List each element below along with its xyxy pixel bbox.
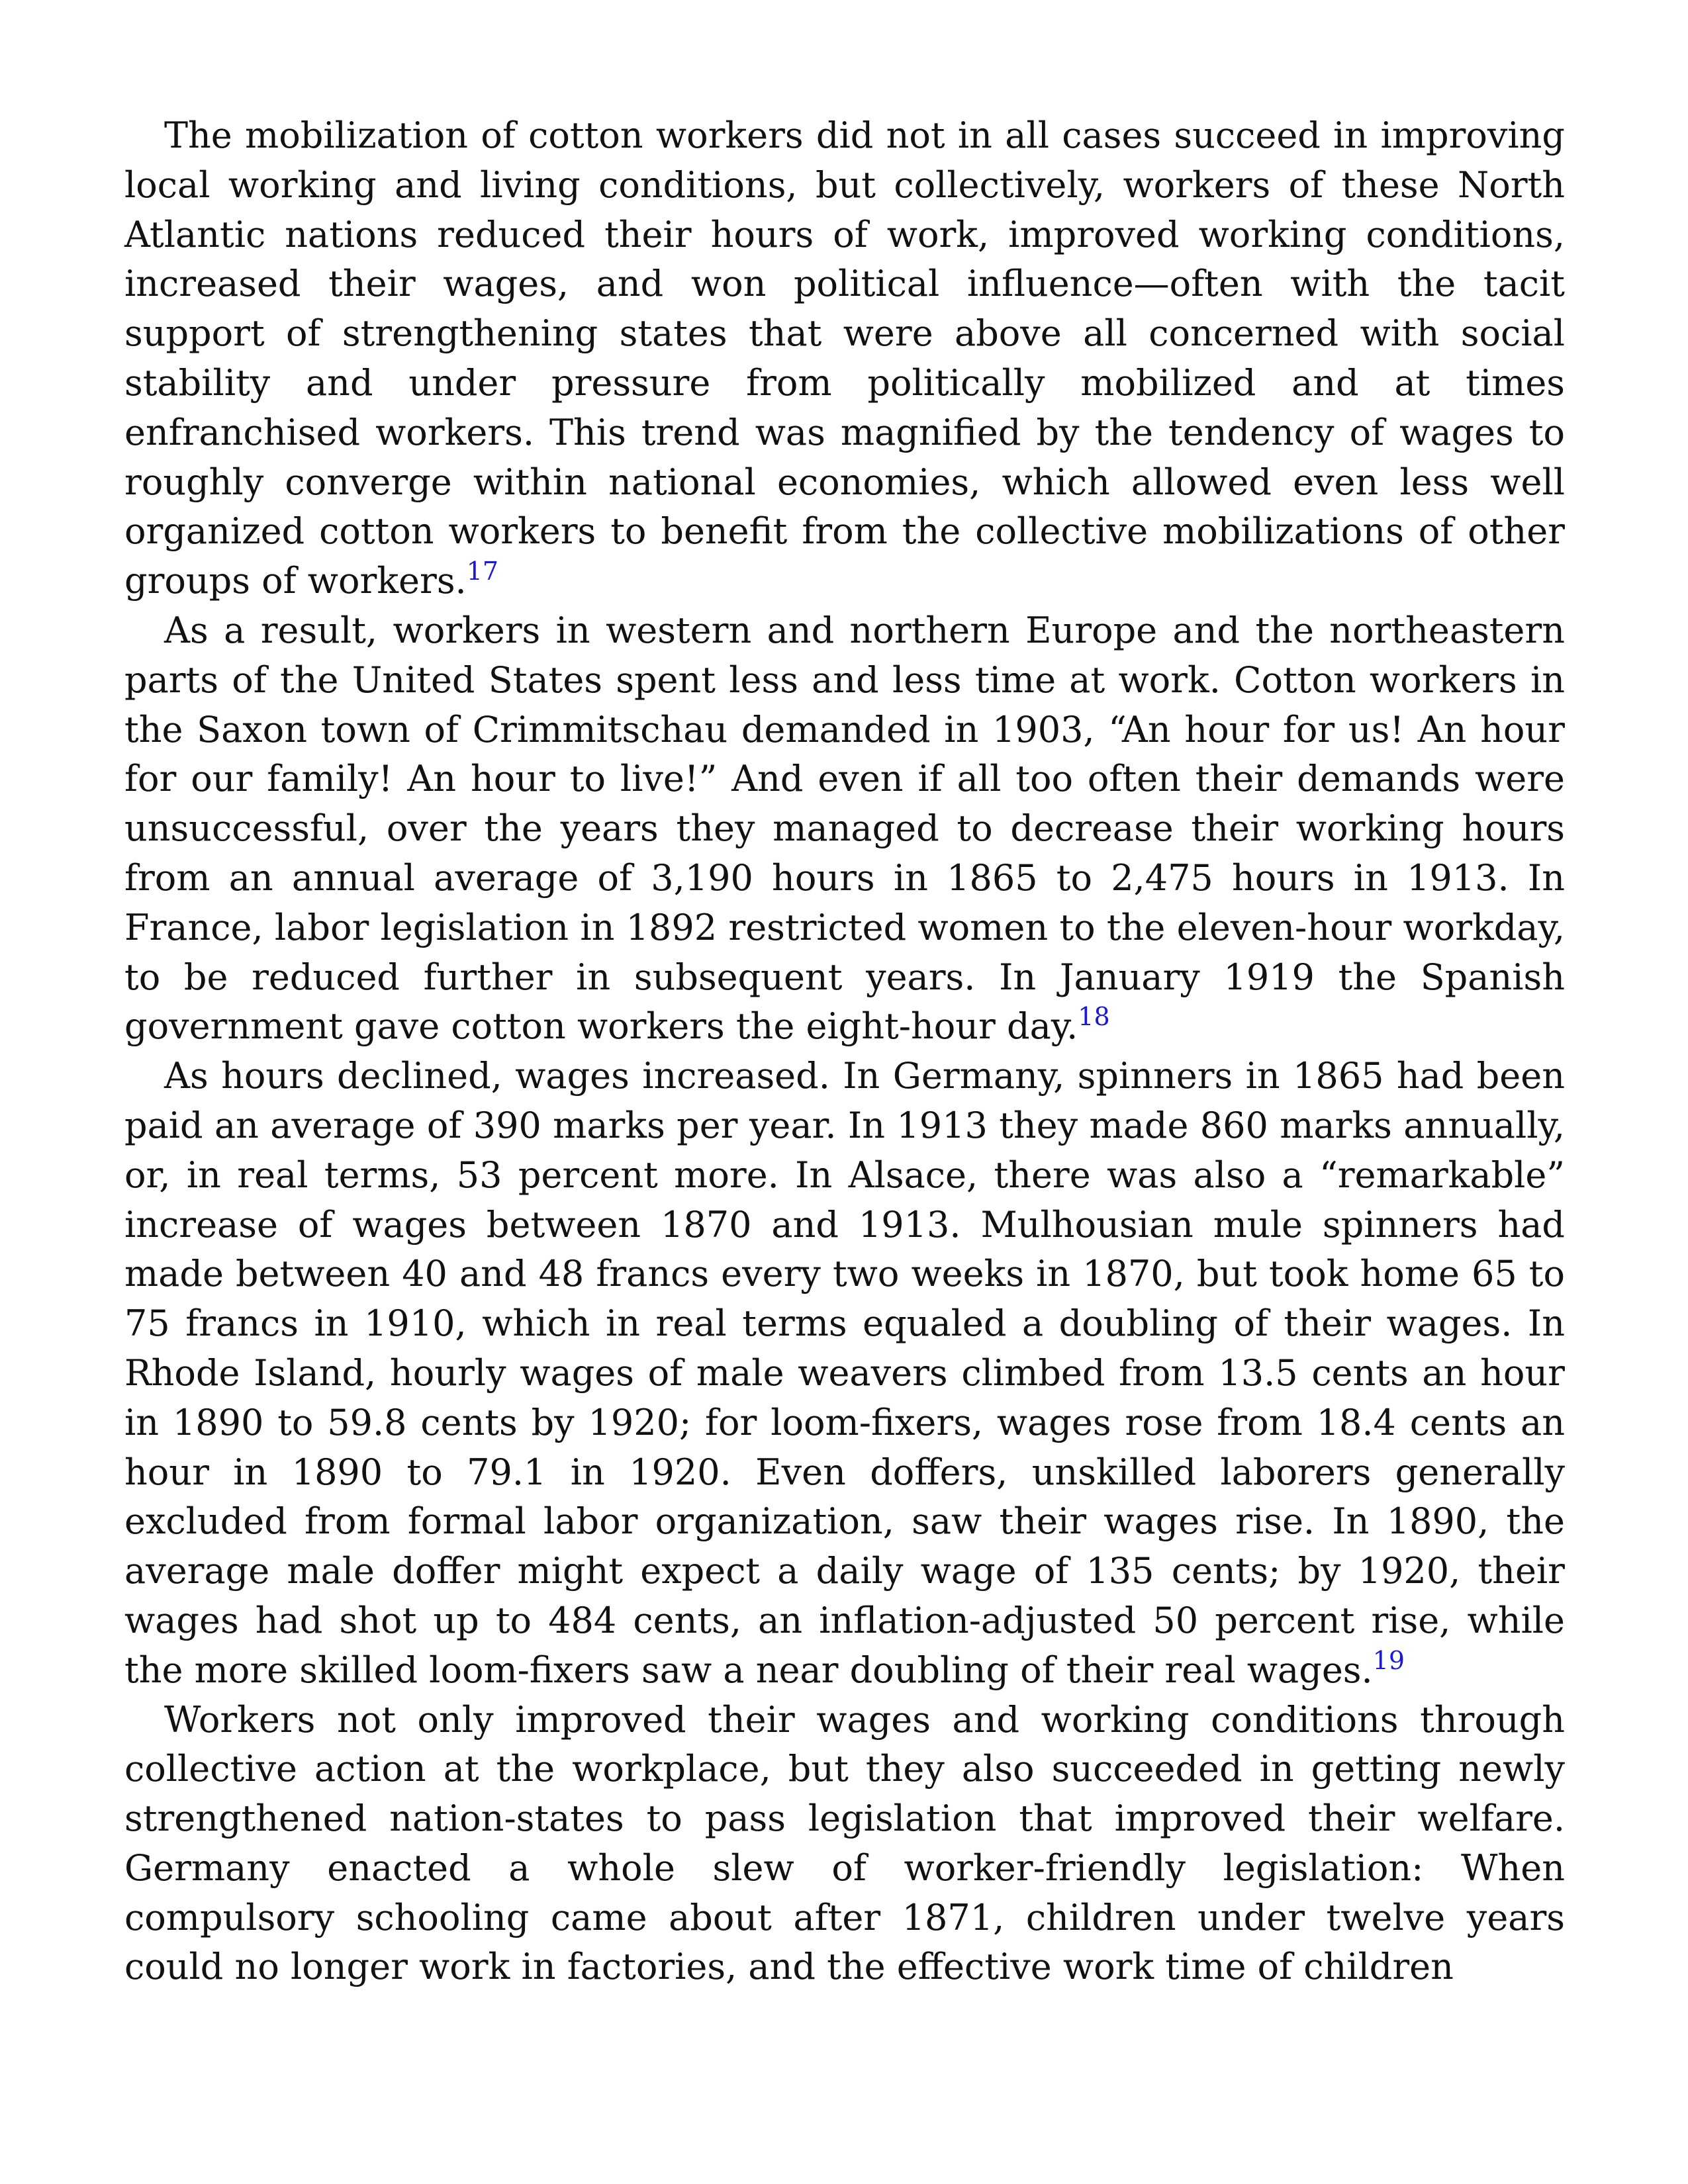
paragraph-3: [124, 1052, 1565, 1695]
footnote-17-link[interactable]: 17: [466, 557, 499, 586]
paragraph-3-text: As hours declined, wages increased. In Germany, spinners in 1865 had been paid an average of 390 marks per year. In 1913 they made 860 marks annually, or, in real terms, 53 percent more. In Alsace, there was also a “remarkable” increase of wages between 1870 and 1913. Mulhousian mule spinners had made between 40 and 48 francs every two weeks in 1870, but took home 65 to 75 francs in 1910, which in real terms equaled a doubling of their wages. In Rhode Island, hourly wages of male weavers climbed from 13.5 cents an hour in 1890 to 59.8 cents by 1920; for loom-fixers, wages rose from 18.4 cents an hour in 1890 to 79.1 in 1920. Even doffers, unskilled laborers generally excluded from formal labor organization, saw their wages rise. In 1890, the average male doffer might expect a daily wage of 135 cents; by 1920, their wages had shot up to 484 cents, an inflation-adjusted 50 percent rise, while the more skilled loom-fixers saw a near doubling of their real wages.: [124, 1055, 1565, 1691]
footnote-18-link[interactable]: 18: [1078, 1002, 1110, 1032]
paragraph-4-text: Workers not only improved their wages and working conditions through collective action at the workplace, but they also succeeded in getting newly strengthened nation-states to pass legislation that improved their welfare. Germany enacted a whole slew of worker-friendly legislation: When compulsory schooling came about after 1871, children under twelve years could no longer work in factories, and the effective work time of children: [124, 1698, 1565, 1988]
page-body: [124, 111, 1565, 2097]
paragraph-2: [124, 606, 1565, 1052]
paragraph-2-text: As a result, workers in western and northern Europe and the northeastern parts of the United States spent less and less time at work. Cotton workers in the Saxon town of Crimmitschau demanded in 1903, “An hour for us! An hour for our family! An hour to live!” And even if all too often their demands were unsuccessful, over the years they managed to decrease their working hours from an annual average of 3,190 hours in 1865 to 2,475 hours in 1913. In France, labor legislation in 1892 restricted women to the eleven-hour workday, to be reduced further in subsequent years. In January 1919 the Spanish government gave cotton workers the eight-hour day.: [124, 609, 1565, 1048]
paragraph-1: [124, 111, 1565, 606]
paragraph-4: [124, 1696, 1565, 1993]
footnote-19-link[interactable]: 19: [1372, 1645, 1405, 1675]
paragraph-1-text: The mobilization of cotton workers did not in all cases succeed in improving local working and living conditions, but collectively, workers of these North Atlantic nations reduced their hours of work, improved working conditions, increased their wages, and won political influence—often with the tacit support of strengthening states that were above all concerned with social stability and under pressure from politically mobilized and at times enfranchised workers. This trend was magnified by the tendency of wages to roughly converge within national economies, which allowed even less well organized cotton workers to benefit from the collective mobilizations of other groups of workers.: [124, 114, 1565, 602]
